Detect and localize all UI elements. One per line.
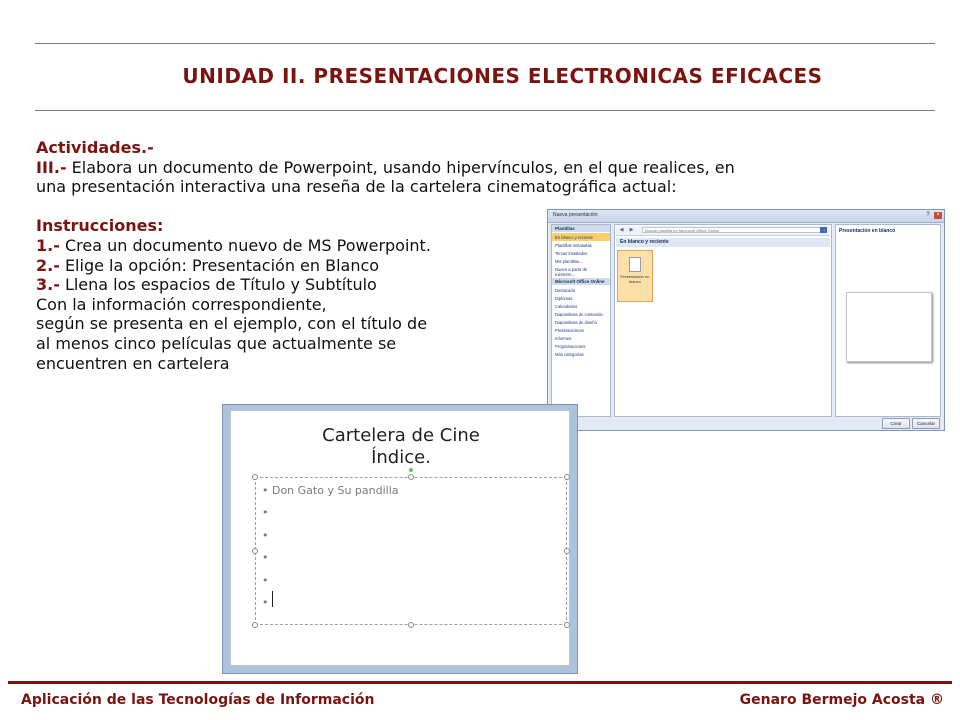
- content-placeholder[interactable]: [255, 477, 567, 625]
- footer-rule: [8, 681, 952, 684]
- resize-handle[interactable]: [564, 548, 570, 554]
- footer-author: Genaro Bermejo Acosta ®: [739, 692, 944, 708]
- slide-title[interactable]: Cartelera de Cine: [322, 425, 480, 446]
- create-button[interactable]: Crear: [882, 418, 910, 429]
- online-heading: Microsoft Office Online: [552, 278, 610, 285]
- step-number: 2.-: [36, 255, 60, 275]
- bullet-item: • Don Gato y Su pandilla: [262, 484, 399, 497]
- preview-image: [846, 292, 932, 362]
- online-category-item[interactable]: Más categorías: [555, 351, 584, 357]
- help-icon[interactable]: ?: [926, 212, 930, 218]
- bullet-item: •: [262, 574, 269, 587]
- step-number: 3.-: [36, 275, 60, 295]
- online-category-item[interactable]: Presentaciones: [555, 327, 584, 333]
- bullet-item: •: [262, 529, 269, 542]
- actividades-heading: Actividades.-: [36, 138, 154, 157]
- templates-gallery: [614, 224, 832, 417]
- activity-number: III.-: [36, 157, 67, 177]
- blank-presentation-thumbnail[interactable]: [617, 250, 653, 302]
- continuation-line: Con la información correspondiente,: [36, 294, 327, 314]
- bullet-item: •: [262, 551, 269, 564]
- resize-handle[interactable]: [564, 622, 570, 628]
- gallery-toolbar: [616, 226, 830, 236]
- text-cursor: [272, 591, 273, 607]
- resize-handle[interactable]: [252, 622, 258, 628]
- resize-handle[interactable]: [252, 474, 258, 480]
- resize-handle[interactable]: [252, 548, 258, 554]
- title-rule: [35, 110, 935, 111]
- template-search-input[interactable]: Buscar plantilla en Microsoft Office Online: [642, 227, 822, 233]
- online-category-item[interactable]: Calendarios: [555, 303, 578, 309]
- new-presentation-dialog: [547, 209, 945, 431]
- template-category-item[interactable]: Nuevo a partir de existente...: [555, 266, 588, 277]
- forward-icon[interactable]: ▶: [629, 227, 634, 233]
- step-text: Crea un documento nuevo de MS Powerpoint.: [59, 235, 431, 255]
- template-category-item[interactable]: En blanco y reciente: [552, 233, 610, 241]
- resize-handle[interactable]: [408, 474, 414, 480]
- resize-handle[interactable]: [408, 622, 414, 628]
- document-icon: [629, 257, 641, 272]
- continuation-line: según se presenta en el ejemplo, con el título de: [36, 314, 428, 334]
- rotation-handle[interactable]: [409, 468, 413, 472]
- preview-panel: [835, 224, 941, 417]
- search-go-icon[interactable]: →: [821, 227, 826, 233]
- online-category-item[interactable]: Programaciones: [555, 343, 586, 349]
- online-category-item[interactable]: Destacado: [555, 287, 576, 293]
- continuation-line: al menos cinco películas que actualmente se: [36, 333, 397, 353]
- slide-subtitle[interactable]: Índice.: [371, 447, 431, 468]
- step-text: Elige la opción: Presentación en Blanco: [59, 255, 380, 275]
- dialog-titlebar: [548, 210, 944, 223]
- activity-text-2: una presentación interactiva una reseña de la cartelera cinematográfica actual:: [36, 177, 677, 197]
- templates-heading: Plantillas: [552, 225, 610, 232]
- template-category-item[interactable]: Plantillas instaladas: [555, 242, 592, 248]
- instrucciones-heading: Instrucciones:: [36, 216, 164, 236]
- online-category-item[interactable]: Diapositivas de diseño: [555, 319, 597, 325]
- back-icon[interactable]: ◀: [619, 227, 624, 233]
- templates-panel: [551, 224, 611, 417]
- dialog-title: Nueva presentación: [553, 212, 598, 218]
- online-category-item[interactable]: Informes: [555, 335, 572, 341]
- top-rule: [35, 43, 935, 44]
- cancel-button[interactable]: Cancelar: [912, 418, 940, 429]
- close-icon[interactable]: ×: [934, 212, 942, 219]
- template-category-item[interactable]: Temas instalados: [555, 250, 588, 256]
- step-number: 1.-: [36, 235, 60, 255]
- thumbnail-label: Presentación en blanco: [620, 274, 650, 284]
- activity-line-1: [36, 158, 735, 178]
- online-category-item[interactable]: Diplomas: [555, 295, 573, 301]
- example-slide: [222, 404, 578, 674]
- activity-text-1: Elabora un documento de Powerpoint, usando hipervínculos, en el que realices, en: [66, 157, 735, 177]
- footer-course: Aplicación de las Tecnologías de Información: [21, 692, 375, 708]
- page-title: UNIDAD II. PRESENTACIONES ELECTRONICAS EFICACES: [182, 64, 823, 88]
- bullet-item: •: [262, 506, 269, 519]
- online-category-item[interactable]: Diapositivas de contenido: [555, 311, 603, 317]
- gallery-section-heading: En blanco y reciente: [616, 238, 830, 247]
- preview-title: Presentación en blanco: [839, 228, 896, 234]
- continuation-line: encuentren en cartelera: [36, 353, 230, 373]
- resize-handle[interactable]: [564, 474, 570, 480]
- bullet-item: •: [262, 596, 269, 609]
- step-text: Llena los espacios de Título y Subtítulo: [59, 275, 377, 295]
- template-category-item[interactable]: Mis plantillas...: [555, 258, 583, 264]
- slide-canvas: [230, 410, 570, 666]
